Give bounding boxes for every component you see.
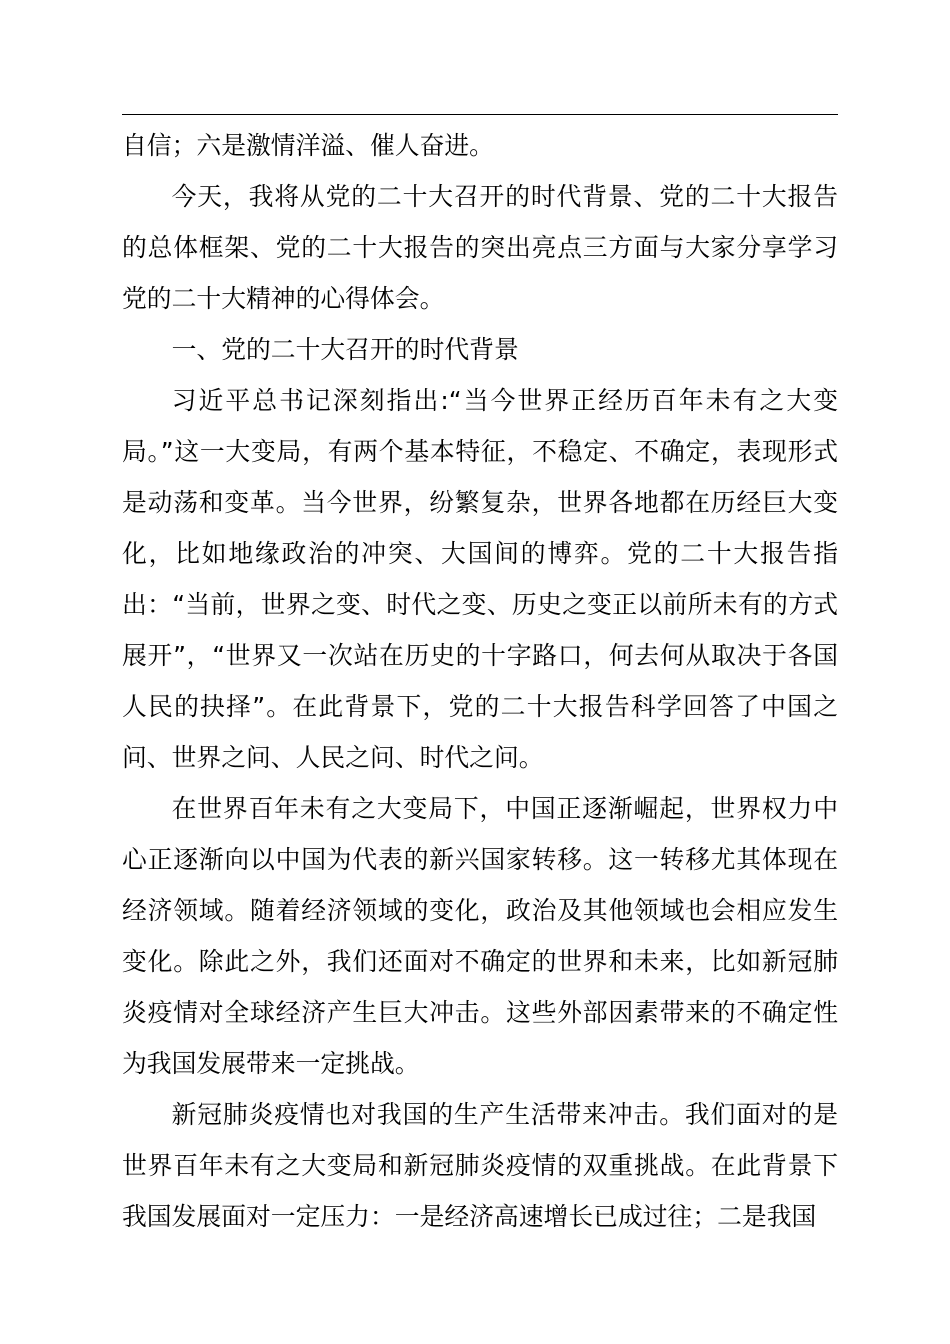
document-body [122, 120, 838, 1242]
paragraph-background-quote: 习近平总书记深刻指出:“当今世界正经历百年未有之大变局。”这一大变局，有两个基本特征，不稳定、不确定，表现形式是动荡和变革。当今世界，纷繁复杂，世界各地都在历经巨大变化，比如地缘政治的冲突、大国间的博弈。党的二十大报告指出：“当前，世界之变、时代之变、历史之变正以前所未有的方式展开”，“世界又一次站在历史的十字路口，何去何从取决于各国人民的抉择”。在此背景下，党的二十大报告科学回答了中国之问、世界之问、人民之问、时代之问。 [122, 386, 838, 772]
header-rule [122, 114, 838, 115]
paragraph-continuation: 自信；六是激情洋溢、催人奋进。 [122, 131, 494, 160]
paragraph-china-rise: 在世界百年未有之大变局下，中国正逐渐崛起，世界权力中心正逐渐向以中国为代表的新兴国家转移。这一转移尤其体现在经济领域。随着经济领域的变化，政治及其他领域也会相应发生变化。除此之外，我们还面对不确定的世界和未来，比如新冠肺炎疫情对全球经济产生巨大冲击。这些外部因素带来的不确定性为我国发展带来一定挑战。 [122, 794, 838, 1078]
paragraph-intro: 今天，我将从党的二十大召开的时代背景、党的二十大报告的总体框架、党的二十大报告的突出亮点三方面与大家分享学习党的二十大精神的心得体会。 [122, 182, 838, 313]
section-heading: 一、党的二十大召开的时代背景 [171, 335, 519, 364]
paragraph-pandemic-impact: 新冠肺炎疫情也对我国的生产生活带来冲击。我们面对的是世界百年未有之大变局和新冠肺炎疫情的双重挑战。在此背景下我国发展面对一定压力：一是经济高速增长已成过往；二是我国 [122, 1100, 838, 1231]
